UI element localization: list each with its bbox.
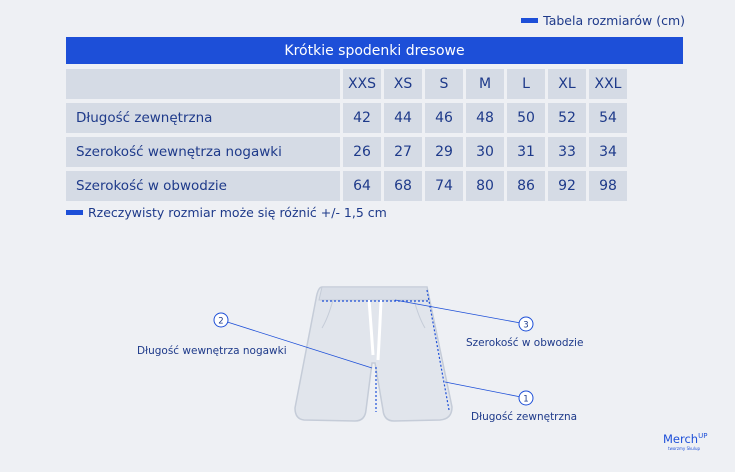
size-header-cell: XXS xyxy=(343,69,381,99)
marker-3-number: 3 xyxy=(523,320,529,331)
table-cell: 98 xyxy=(589,171,627,201)
legend-text: Tabela rozmiarów (cm) xyxy=(543,13,685,28)
merchup-logo xyxy=(663,432,707,446)
size-header-cell: XL xyxy=(548,69,586,99)
row-label: Długość zewnętrzna xyxy=(66,103,340,133)
size-header-cell: M xyxy=(466,69,504,99)
marker-2 xyxy=(214,313,228,327)
label-outer-length: Długość zewnętrzna xyxy=(471,411,578,423)
label-waist: Szerokość w obwodzie xyxy=(466,337,584,349)
table-cell: 64 xyxy=(343,171,381,201)
table-cell: 92 xyxy=(548,171,586,201)
size-header-cell: L xyxy=(507,69,545,99)
leader-line-1 xyxy=(445,382,526,398)
label-inner-leg: Długość wewnętrza nogawki xyxy=(137,345,287,357)
table-cell: 42 xyxy=(343,103,381,133)
logo-text: Merch xyxy=(663,432,699,446)
tolerance-note-text: Rzeczywisty rozmiar może się różnić +/- 1,5 cm xyxy=(88,205,387,220)
table-cell: 31 xyxy=(507,137,545,167)
row-label: Szerokość w obwodzie xyxy=(66,171,340,201)
table-cell: 52 xyxy=(548,103,586,133)
table-cell: 34 xyxy=(589,137,627,167)
table-cell: 33 xyxy=(548,137,586,167)
waistband-icon xyxy=(319,287,429,300)
row-label: Szerokość wewnętrza nogawki xyxy=(66,137,340,167)
table-cell: 30 xyxy=(466,137,504,167)
table-cell: 46 xyxy=(425,103,463,133)
table-cell: 29 xyxy=(425,137,463,167)
table-cell: 86 xyxy=(507,171,545,201)
marker-3 xyxy=(519,317,533,331)
table-cell: 50 xyxy=(507,103,545,133)
marker-2-number: 2 xyxy=(218,316,224,327)
marker-1 xyxy=(519,391,533,405)
table-cell: 74 xyxy=(425,171,463,201)
table-title: Krótkie spodenki dresowe xyxy=(66,37,683,64)
marker-1-number: 1 xyxy=(523,394,529,405)
size-header-cell: XXL xyxy=(589,69,627,99)
table-cell: 44 xyxy=(384,103,422,133)
table-cell: 48 xyxy=(466,103,504,133)
table-cell: 27 xyxy=(384,137,422,167)
size-header-cell: XS xyxy=(384,69,422,99)
table-cell: 68 xyxy=(384,171,422,201)
logo-subtitle: tworzmy Skulup xyxy=(668,446,701,451)
size-header-cell: S xyxy=(425,69,463,99)
table-cell: 80 xyxy=(466,171,504,201)
logo-sup: UP xyxy=(698,432,708,441)
table-cell: 26 xyxy=(343,137,381,167)
table-cell: 54 xyxy=(589,103,627,133)
